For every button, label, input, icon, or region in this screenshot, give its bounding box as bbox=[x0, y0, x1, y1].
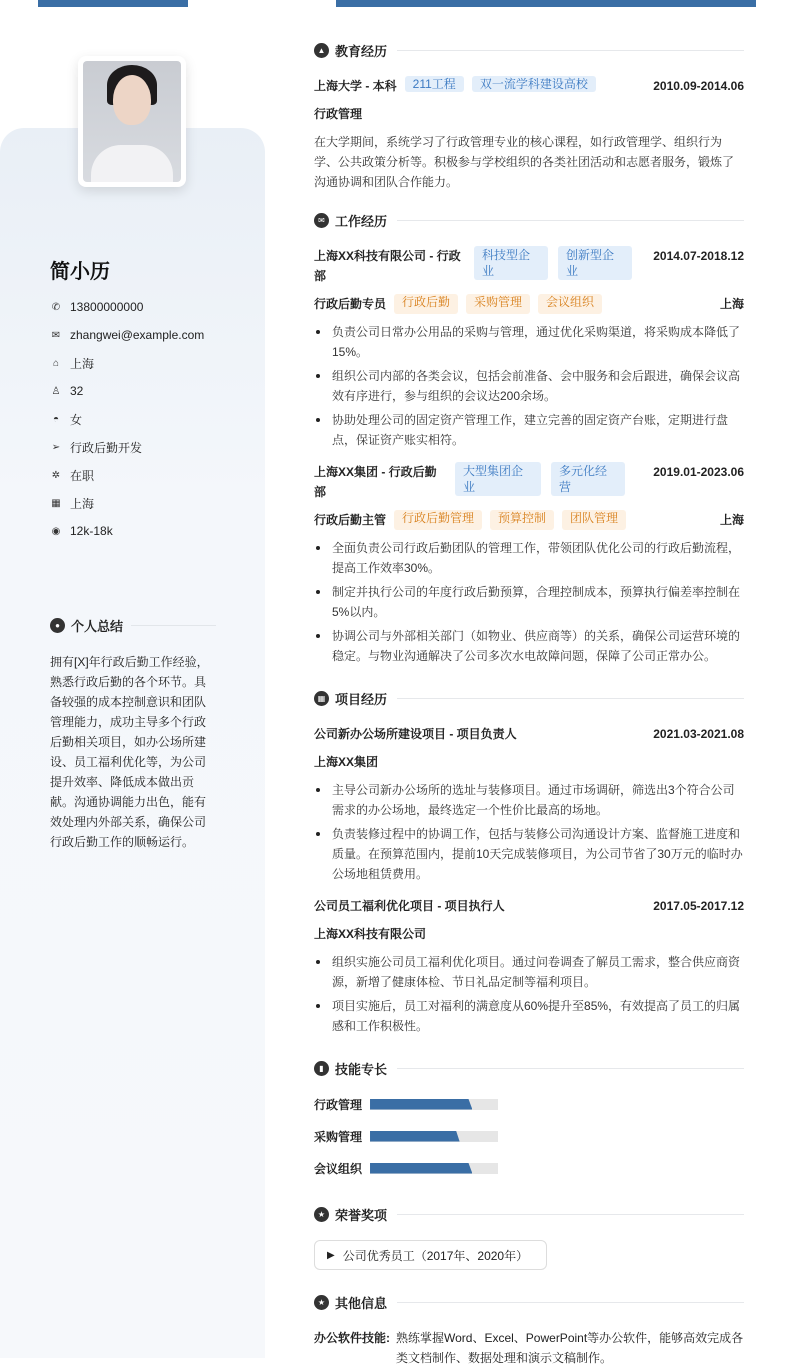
info-gender bbox=[50, 405, 250, 433]
education-header bbox=[314, 76, 744, 96]
tag: 大型集团企业 bbox=[455, 462, 541, 496]
date: 2017.05-2017.12 bbox=[653, 899, 744, 913]
phone-icon: ✆ bbox=[51, 301, 61, 313]
bullet: 协助处理公司的固定资产管理工作，建立完善的固定资产台账，定期进行盘点，保证资产账实相符。 bbox=[314, 410, 744, 450]
section-title: 技能专长 bbox=[335, 1061, 388, 1077]
company: 上海XX集团 - 行政后勤部 bbox=[314, 465, 437, 499]
contact-info bbox=[50, 293, 250, 545]
tag: 行政后勤管理 bbox=[394, 510, 482, 530]
job-role-row bbox=[314, 510, 744, 530]
building-icon: ▦ bbox=[51, 497, 61, 509]
city-text: 上海 bbox=[70, 496, 95, 511]
briefcase-icon: ✉ bbox=[314, 213, 329, 228]
profile-photo bbox=[78, 56, 186, 187]
job-role-row bbox=[314, 294, 744, 314]
gender-text: 女 bbox=[70, 412, 83, 427]
project-name: 公司员工福利优化项目 - 项目执行人 bbox=[314, 899, 505, 913]
salary-text: 12k-18k bbox=[70, 524, 113, 538]
section-awards bbox=[314, 1204, 744, 1224]
section-title: 教育经历 bbox=[335, 43, 388, 59]
bullet: 组织实施公司员工福利优化项目。通过问卷调查了解员工需求，整合供应商资源，新增了健康体检、节日礼品定制等福利项目。 bbox=[314, 952, 744, 992]
tag: 211工程 bbox=[405, 76, 464, 92]
tag: 预算控制 bbox=[490, 510, 554, 530]
bullet: 负责公司日常办公用品的采购与管理，通过优化采购渠道，将采购成本降低了15%。 bbox=[314, 322, 744, 362]
age-text: 32 bbox=[70, 384, 84, 398]
project-name: 公司新办公场所建设项目 - 项目负责人 bbox=[314, 727, 517, 741]
tag: 会议组织 bbox=[538, 294, 602, 314]
award-icon: ★ bbox=[314, 1207, 329, 1222]
info-city bbox=[50, 489, 250, 517]
role: 行政后勤主管 bbox=[314, 513, 387, 527]
section-skills bbox=[314, 1058, 744, 1078]
skill-name: 会议组织 bbox=[314, 1161, 363, 1176]
skill-item bbox=[314, 1126, 535, 1146]
cake-icon: ♙ bbox=[51, 385, 61, 397]
status-icon: ✲ bbox=[51, 469, 61, 481]
skill-bar-fill bbox=[370, 1099, 472, 1110]
skill-item bbox=[314, 1094, 535, 1114]
summary-heading bbox=[50, 616, 216, 635]
info-email bbox=[50, 321, 250, 349]
award-item[interactable] bbox=[314, 1240, 547, 1270]
project-header bbox=[314, 896, 744, 916]
date: 2010.09-2014.06 bbox=[653, 79, 744, 93]
send-icon: ➢ bbox=[51, 441, 61, 453]
location-text: 上海 bbox=[70, 356, 95, 371]
user-icon: ● bbox=[50, 618, 65, 633]
date: 2019.01-2023.06 bbox=[653, 465, 744, 479]
project-bullets bbox=[314, 780, 744, 884]
section-projects bbox=[314, 688, 744, 708]
status-text: 在职 bbox=[70, 468, 95, 483]
info-age bbox=[50, 377, 250, 405]
job-bullets bbox=[314, 538, 744, 666]
project-org: 上海XX科技有限公司 bbox=[314, 927, 427, 941]
main-content bbox=[314, 40, 744, 1368]
target-icon: ◉ bbox=[51, 525, 61, 537]
section-work bbox=[314, 210, 744, 230]
top-accent-bar bbox=[38, 0, 188, 7]
bullet: 协调公司与外部相关部门（如物业、供应商等）的关系，确保公司运营环境的稳定。与物业沟通解决了公司多次水电故障问题，保障了公司正常办公。 bbox=[314, 626, 744, 666]
award-text: 公司优秀员工（2017年、2020年） bbox=[342, 1248, 529, 1263]
section-title: 荣誉奖项 bbox=[335, 1207, 388, 1223]
other-text: 熟练掌握Word、Excel、PowerPoint等办公软件，能够高效完成各类文档制作、数据处理和演示文稿制作。 bbox=[396, 1331, 744, 1365]
bullet: 负责装修过程中的协调工作，包括与装修公司沟通设计方案、监督施工进度和质量。在预算范围内，提前10天完成装修项目，为公司节省了30万元的临时办公场地租赁费用。 bbox=[314, 824, 744, 884]
major: 行政管理 bbox=[314, 107, 363, 121]
grid-icon: ▦ bbox=[314, 691, 329, 706]
mail-icon: ✉ bbox=[51, 329, 61, 341]
other-label: 办公软件技能: bbox=[314, 1331, 390, 1345]
company: 上海XX科技有限公司 - 行政部 bbox=[314, 249, 461, 283]
skill-bar-fill bbox=[370, 1163, 472, 1174]
position-text: 行政后勤开发 bbox=[70, 440, 143, 455]
school: 上海大学 - 本科 bbox=[314, 79, 397, 93]
location: 上海 bbox=[719, 297, 744, 311]
bar-chart-icon: ▮ bbox=[314, 1061, 329, 1076]
tag: 科技型企业 bbox=[474, 246, 548, 280]
skill-item bbox=[314, 1158, 535, 1178]
phone-text: 13800000000 bbox=[70, 300, 144, 314]
graduation-cap-icon: ▲ bbox=[314, 43, 329, 58]
bullet: 组织公司内部的各类会议，包括会前准备、会中服务和会后跟进，确保会议高效有序进行，参与组织的会议达200余场。 bbox=[314, 366, 744, 406]
bullet: 全面负责公司行政后勤团队的管理工作，带领团队优化公司的行政后勤流程，提高工作效率30%。 bbox=[314, 538, 744, 578]
bullet: 制定并执行公司的年度行政后勤预算，合理控制成本，预算执行偏差率控制在5%以内。 bbox=[314, 582, 744, 622]
job-bullets bbox=[314, 322, 744, 450]
tag: 创新型企业 bbox=[558, 246, 632, 280]
info-salary bbox=[50, 517, 250, 545]
section-title: 工作经历 bbox=[335, 213, 388, 229]
section-title: 项目经历 bbox=[335, 691, 388, 707]
tag: 行政后勤 bbox=[394, 294, 458, 314]
email-text: zhangwei@example.com bbox=[70, 328, 205, 342]
job-header bbox=[314, 246, 744, 286]
tag: 多元化经营 bbox=[551, 462, 625, 496]
project-bullets bbox=[314, 952, 744, 1036]
top-accent-bar bbox=[336, 0, 756, 7]
education-desc: 在大学期间，系统学习了行政管理专业的核心课程，如行政管理学、组织行为学、公共政策分析等。积极参与学校组织的各类社团活动和志愿者服务，锻炼了沟通协调和团队合作能力。 bbox=[314, 135, 735, 189]
bullet: 主导公司新办公场所的选址与装修项目。通过市场调研，筛选出3个符合公司需求的办公场地，最终选定一个性价比最高的场地。 bbox=[314, 780, 744, 820]
date: 2014.07-2018.12 bbox=[653, 249, 744, 263]
candidate-name: 简小历 bbox=[50, 261, 110, 283]
info-position bbox=[50, 433, 250, 461]
skill-bar bbox=[370, 1131, 498, 1142]
role: 行政后勤专员 bbox=[314, 297, 387, 311]
info-status bbox=[50, 461, 250, 489]
info-location bbox=[50, 349, 250, 377]
info-icon: ★ bbox=[314, 1295, 329, 1310]
triangle-right-icon: ▶ bbox=[327, 1249, 335, 1261]
home-icon: ⌂ bbox=[52, 357, 60, 369]
tag: 采购管理 bbox=[466, 294, 530, 314]
tag: 双一流学科建设高校 bbox=[472, 76, 596, 92]
location: 上海 bbox=[719, 513, 744, 527]
project-org: 上海XX集团 bbox=[314, 755, 379, 769]
summary-title: 个人总结 bbox=[71, 619, 124, 634]
skill-bar-fill bbox=[370, 1131, 460, 1142]
skill-name: 采购管理 bbox=[314, 1129, 363, 1144]
tag: 团队管理 bbox=[562, 510, 626, 530]
skill-name: 行政管理 bbox=[314, 1097, 363, 1112]
section-education bbox=[314, 40, 744, 60]
other-info-row bbox=[314, 1328, 744, 1368]
skill-bar bbox=[370, 1099, 498, 1110]
date: 2021.03-2021.08 bbox=[653, 727, 744, 741]
info-phone bbox=[50, 293, 250, 321]
project-header bbox=[314, 724, 744, 744]
skill-bar bbox=[370, 1163, 498, 1174]
summary-text: 拥有[X]年行政后勤工作经验，熟悉行政后勤的各个环节。具备较强的成本控制意识和团队管理能力，成功主导多个行政后勤相关项目，如办公场所建设、员工福利优化等，为公司提升效率、降低成本做出贡献。沟通协调能力出色，能有效处理内外部关系，确保公司行政后勤工作的顺畅运行。 bbox=[50, 655, 209, 849]
bullet: 项目实施后，员工对福利的满意度从60%提升至85%，有效提高了员工的归属感和工作积极性。 bbox=[314, 996, 744, 1036]
section-title: 其他信息 bbox=[335, 1295, 388, 1311]
job-header bbox=[314, 462, 744, 502]
skills-list bbox=[314, 1094, 744, 1190]
gender-icon: ◓ bbox=[52, 413, 60, 425]
section-other bbox=[314, 1292, 744, 1312]
